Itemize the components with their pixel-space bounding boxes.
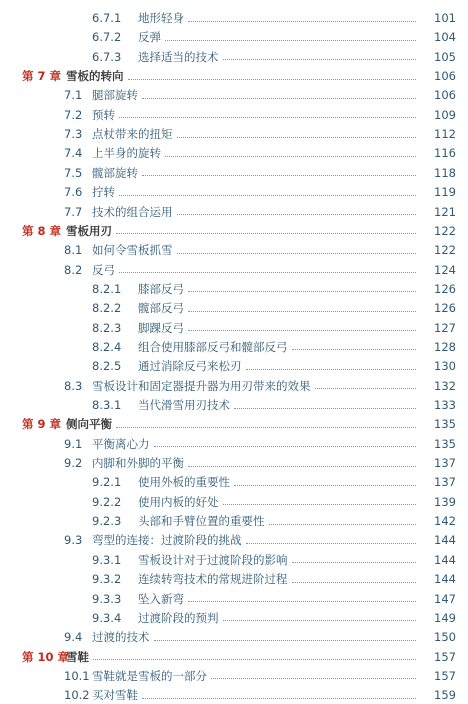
dot-leader — [223, 59, 417, 60]
toc-entry-row[interactable] — [0, 454, 468, 472]
dot-leader — [269, 524, 417, 525]
toc-entry-page-number: 149 — [434, 610, 456, 625]
toc-entry-title: 雪鞋 — [66, 649, 89, 664]
toc-entry-page-number: 119 — [434, 185, 456, 200]
toc-chapter-row[interactable] — [0, 648, 468, 666]
dot-leader — [119, 117, 416, 118]
toc-entry-row[interactable] — [0, 396, 468, 414]
toc-entry-page-number: 126 — [434, 281, 456, 296]
toc-entry-title: 头部和手臂位置的重要性 — [138, 514, 265, 529]
toc-entry-page-number: 109 — [434, 107, 456, 122]
toc-entry-row[interactable] — [0, 164, 468, 182]
toc-entry-row[interactable] — [0, 570, 468, 588]
toc-entry-page-number: 116 — [434, 146, 456, 161]
dot-leader — [154, 446, 417, 447]
toc-entry-row[interactable] — [0, 551, 468, 569]
toc-entry-page-number: 128 — [434, 339, 456, 354]
toc-entry-row[interactable] — [0, 261, 468, 279]
dot-leader — [188, 601, 416, 602]
dot-leader — [246, 543, 417, 544]
dot-leader — [116, 233, 416, 234]
toc-entry-title: 组合使用膝部反弓和髋部反弓 — [138, 339, 288, 354]
toc-entry-page-number: 105 — [434, 49, 456, 64]
dot-leader — [188, 466, 416, 467]
toc-entry-row[interactable] — [0, 299, 468, 317]
toc-entry-page-number: 144 — [434, 533, 456, 548]
toc-entry-page-number: 142 — [434, 514, 456, 529]
toc-entry-title: 雪板设计和固定器提升器为用刃带来的效果 — [92, 378, 311, 393]
toc-entry-row[interactable] — [0, 377, 468, 395]
toc-chapter-row[interactable] — [0, 415, 468, 433]
toc-entry-title: 使用外板的重要性 — [138, 475, 230, 490]
toc-entry-number: 第 9 章 — [22, 417, 62, 432]
toc-entry-number: 9.2.2 — [92, 494, 122, 509]
toc-entry-page-number: 147 — [434, 591, 456, 606]
toc-entry-number: 7.3 — [64, 127, 83, 142]
dot-leader — [292, 349, 417, 350]
toc-entry-row[interactable] — [0, 280, 468, 298]
toc-entry-number: 8.2.1 — [92, 281, 122, 296]
toc-entry-page-number: 124 — [434, 262, 456, 277]
toc-entry-row[interactable] — [0, 512, 468, 530]
toc-entry-number: 6.7.3 — [92, 49, 122, 64]
toc-entry-page-number: 137 — [434, 456, 456, 471]
toc-entry-number: 第 8 章 — [22, 223, 62, 238]
toc-entry-number: 9.3.4 — [92, 610, 122, 625]
toc-entry-page-number: 101 — [434, 11, 456, 25]
toc-entry-row[interactable] — [0, 357, 468, 375]
toc-entry-title: 当代滑雪用刃技术 — [138, 398, 230, 412]
dot-leader — [188, 291, 416, 292]
toc-entry-page-number: 150 — [434, 630, 456, 645]
toc-entry-row[interactable] — [0, 48, 468, 66]
toc-entry-page-number: 106 — [434, 69, 456, 84]
toc-entry-page-number: 133 — [434, 398, 456, 412]
toc-entry-row[interactable] — [0, 9, 468, 27]
toc-entry-title: 内脚和外脚的平衡 — [92, 456, 184, 471]
toc-entry-number: 第 7 章 — [22, 69, 62, 84]
toc-entry-row[interactable] — [0, 183, 468, 201]
toc-entry-page-number: 157 — [434, 649, 456, 664]
toc-entry-row[interactable] — [0, 319, 468, 337]
toc-entry-number: 8.2.4 — [92, 339, 122, 354]
toc-entry-title: 如何令雪板抓雪 — [92, 243, 173, 258]
toc-entry-title: 髋部反弓 — [138, 301, 184, 316]
toc-entry-title: 上半身的旋转 — [92, 146, 161, 161]
toc-entry-page-number: 139 — [434, 494, 456, 509]
toc-entry-row[interactable] — [0, 628, 468, 646]
toc-entry-page-number: 159 — [434, 688, 456, 703]
toc-chapter-row[interactable] — [0, 222, 468, 240]
toc-entry-page-number: 106 — [434, 88, 456, 103]
toc-entry-number: 10.2 — [64, 688, 90, 703]
toc-entry-row[interactable] — [0, 686, 468, 704]
toc-entry-number: 8.1 — [64, 243, 83, 258]
dot-leader — [223, 504, 417, 505]
toc-entry-page-number: 122 — [434, 223, 456, 238]
toc-entry-number: 7.4 — [64, 146, 83, 161]
toc-entry-number: 9.3.2 — [92, 572, 122, 587]
toc-entry-number: 7.5 — [64, 165, 83, 180]
toc-entry-number: 6.7.1 — [92, 11, 122, 25]
toc-entry-title: 脚踝反弓 — [138, 320, 184, 335]
toc-entry-page-number: 157 — [434, 668, 456, 683]
toc-entry-page-number: 127 — [434, 320, 456, 335]
toc-entry-row[interactable] — [0, 203, 468, 221]
dot-leader — [234, 408, 416, 409]
dot-leader — [116, 427, 416, 428]
toc-entry-title: 过渡的技术 — [92, 630, 150, 645]
toc-entry-number: 9.2.1 — [92, 475, 122, 490]
toc-entry-page-number: 135 — [434, 436, 456, 451]
toc-entry-number: 7.7 — [64, 204, 83, 219]
toc-entry-title: 地形轻身 — [138, 11, 184, 25]
dot-leader — [119, 195, 416, 196]
toc-entry-title: 通过消除反弓来松刃 — [138, 359, 242, 374]
dot-leader — [154, 640, 417, 641]
toc-entry-title: 平衡离心力 — [92, 436, 150, 451]
toc-entry-row[interactable] — [0, 473, 468, 491]
dot-leader — [211, 678, 416, 679]
toc-entry-number: 9.2.3 — [92, 514, 122, 529]
dot-leader — [165, 40, 416, 41]
toc-entry-number: 9.1 — [64, 436, 83, 451]
toc-entry-page-number: 130 — [434, 359, 456, 374]
toc-entry-number: 9.2 — [64, 456, 83, 471]
dot-leader — [188, 330, 416, 331]
dot-leader — [128, 79, 417, 80]
toc-entry-title: 腿部旋转 — [92, 88, 138, 103]
toc-entry-number: 8.2.5 — [92, 359, 122, 374]
toc-entry-row[interactable] — [0, 609, 468, 627]
dot-leader — [142, 98, 416, 99]
toc-entry-title: 技术的组合运用 — [92, 204, 173, 219]
toc-entry-row[interactable] — [0, 241, 468, 259]
toc-entry-row[interactable] — [0, 590, 468, 608]
toc-entry-number: 7.2 — [64, 107, 83, 122]
dot-leader — [142, 698, 416, 699]
toc-entry-title: 弯型的连接：过渡阶段的挑战 — [92, 533, 242, 548]
dot-leader — [234, 485, 416, 486]
toc-entry-title: 买对雪鞋 — [92, 688, 138, 703]
toc-entry-number: 8.3 — [64, 378, 83, 393]
toc-entry-number: 7.1 — [64, 88, 83, 103]
toc-entry-page-number: 135 — [434, 417, 456, 432]
toc-entry-page-number: 132 — [434, 378, 456, 393]
toc-entry-number: 7.6 — [64, 185, 83, 200]
toc-entry-title: 雪板设计对于过渡阶段的影响 — [138, 552, 288, 567]
toc-entry-row[interactable] — [0, 667, 468, 685]
toc-entry-title: 侧向平衡 — [66, 417, 112, 432]
dot-leader — [292, 562, 417, 563]
toc-entry-title: 使用内板的好处 — [138, 494, 219, 509]
toc-entry-page-number: 126 — [434, 301, 456, 316]
dot-leader — [177, 253, 417, 254]
toc-entry-title: 选择适当的技术 — [138, 49, 219, 64]
dot-leader — [119, 272, 416, 273]
dot-leader — [246, 369, 417, 370]
dot-leader — [142, 175, 416, 176]
toc-entry-title: 雪板用刃 — [66, 223, 112, 238]
toc-entry-title: 连续转弯技术的常规进阶过程 — [138, 572, 288, 587]
toc-entry-row[interactable] — [0, 493, 468, 511]
toc-entry-title: 预转 — [92, 107, 115, 122]
toc-entry-row[interactable] — [0, 531, 468, 549]
toc-entry-title: 髋部旋转 — [92, 165, 138, 180]
toc-entry-number: 第 10 章 — [22, 649, 70, 664]
toc-entry-page-number: 137 — [434, 475, 456, 490]
toc-entry-title: 点杖带来的扭矩 — [92, 127, 173, 142]
dot-leader — [177, 137, 417, 138]
toc-entry-title: 雪鞋就是雪板的一部分 — [92, 668, 207, 683]
toc-entry-row[interactable] — [0, 144, 468, 162]
toc-entry-row[interactable] — [0, 338, 468, 356]
dot-leader — [292, 582, 417, 583]
toc-entry-page-number: 121 — [434, 204, 456, 219]
dot-leader — [165, 156, 416, 157]
toc-entry-title: 坠入新弯 — [138, 591, 184, 606]
toc-entry-number: 9.3.1 — [92, 552, 122, 567]
toc-entry-page-number: 122 — [434, 243, 456, 258]
toc-entry-title: 雪板的转向 — [66, 69, 124, 84]
toc-entry-title: 拧转 — [92, 185, 115, 200]
toc-entry-page-number: 144 — [434, 572, 456, 587]
toc-entry-row[interactable] — [0, 86, 468, 104]
toc-entry-title: 反弹 — [138, 30, 161, 45]
dot-leader — [315, 388, 417, 389]
toc-entry-number: 9.4 — [64, 630, 83, 645]
toc-entry-row[interactable] — [0, 106, 468, 124]
toc-chapter-row[interactable] — [0, 67, 468, 85]
toc-entry-row[interactable] — [0, 28, 468, 46]
toc-entry-page-number: 118 — [434, 165, 456, 180]
toc-entry-number: 9.3.3 — [92, 591, 122, 606]
dot-leader — [93, 659, 416, 660]
toc-entry-number: 8.2.3 — [92, 320, 122, 335]
toc-entry-row[interactable] — [0, 435, 468, 453]
toc-entry-number: 8.3.1 — [92, 398, 122, 412]
toc-entry-row[interactable] — [0, 125, 468, 143]
toc-entry-page-number: 112 — [434, 127, 456, 142]
dot-leader — [177, 214, 417, 215]
toc-entry-page-number: 144 — [434, 552, 456, 567]
toc-entry-page-number: 104 — [434, 30, 456, 45]
toc-entry-number: 10.1 — [64, 668, 90, 683]
toc-entry-title: 反弓 — [92, 262, 115, 277]
toc-entry-number: 6.7.2 — [92, 30, 122, 45]
toc-entry-title: 膝部反弓 — [138, 281, 184, 296]
dot-leader — [188, 21, 416, 22]
toc-entry-number: 8.2.2 — [92, 301, 122, 316]
dot-leader — [188, 311, 416, 312]
dot-leader — [223, 620, 417, 621]
toc-entry-number: 9.3 — [64, 533, 83, 548]
toc-entry-title: 过渡阶段的预判 — [138, 610, 219, 625]
toc-entry-number: 8.2 — [64, 262, 83, 277]
